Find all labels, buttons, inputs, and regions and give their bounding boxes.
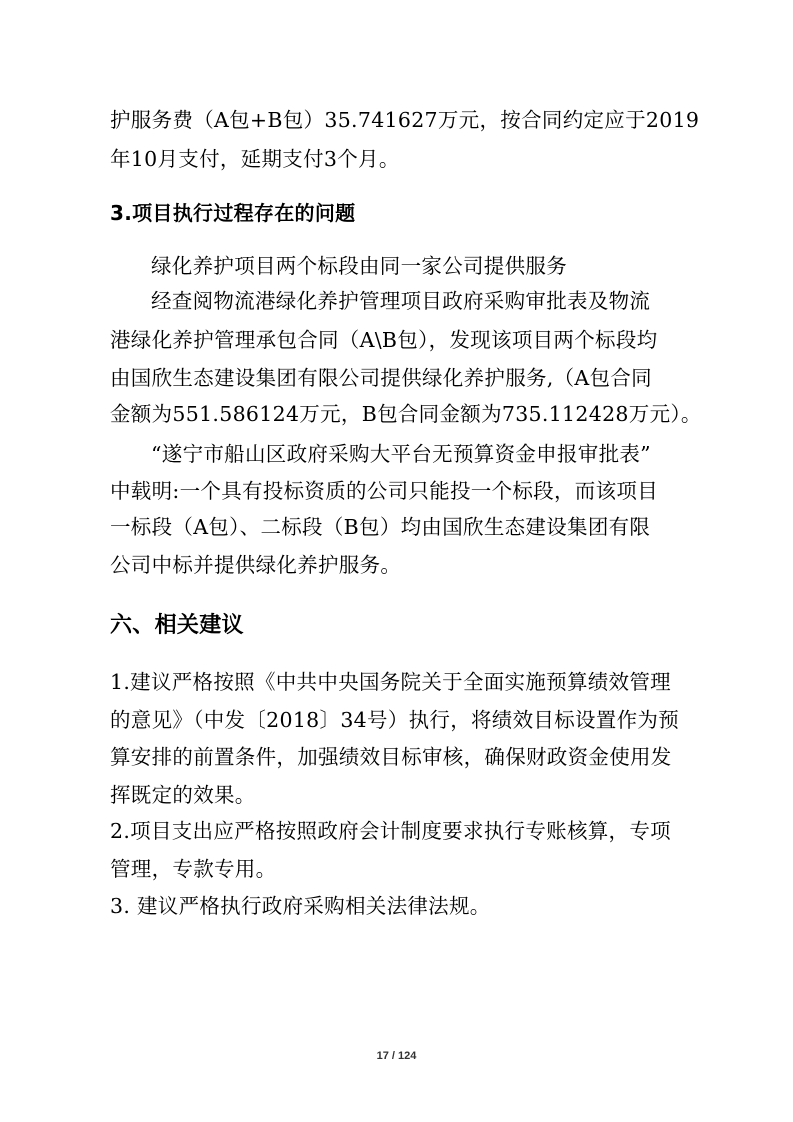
text-line: 公司中标并提供绿化养护服务。: [110, 553, 402, 577]
text-line: 护服务费（A包+B包）35.741627万元，按合同约定应于2019: [110, 108, 700, 132]
text-line: 金额为551.586124万元，B包合同金额为735.112428万元）。: [110, 402, 702, 426]
text-line: 由国欣生态建设集团有限公司提供绿化养护服务,（A包合同: [110, 366, 652, 390]
text-line: 3. 建议严格执行政府采购相关法律法规。: [110, 894, 491, 918]
text-line: 一标段（A包）、二标段（B包）均由国欣生态建设集团有限: [110, 515, 651, 539]
text-line: 管理，专款专用。: [110, 857, 277, 881]
chapter-heading: 六、相关建议: [110, 613, 244, 638]
text-line: 1.建议严格按照《中共中央国务院关于全面实施预算绩效管理: [110, 670, 671, 694]
text-line: 经查阅物流港绿化养护管理项目政府采购审批表及物流: [151, 289, 651, 313]
text-line: 的意见》（中发〔2018〕34号）执行，将绩效目标设置作为预: [110, 708, 680, 732]
text-line: “遂宁市船山区政府采购大平台无预算资金申报审批表”: [151, 442, 651, 466]
text-line: 港绿化养护管理承包合同（A\B包），发现该项目两个标段均: [110, 328, 658, 352]
text-line: 2.项目支出应严格按照政府会计制度要求执行专账核算，专项: [110, 819, 671, 843]
text-line: 年10月支付，延期支付3个月。: [110, 147, 400, 171]
text-line: 算安排的前置条件，加强绩效目标审核，确保财政资金使用发: [110, 745, 672, 769]
text-line: 中载明:一个具有投标资质的公司只能投一个标段，而该项目: [110, 479, 659, 503]
page-number: 17 / 124: [376, 1050, 417, 1062]
text-line: 绿化养护项目两个标段由同一家公司提供服务: [151, 254, 567, 278]
text-line: 挥既定的效果。: [110, 783, 256, 807]
section-heading: 3.项目执行过程存在的问题: [110, 201, 356, 225]
